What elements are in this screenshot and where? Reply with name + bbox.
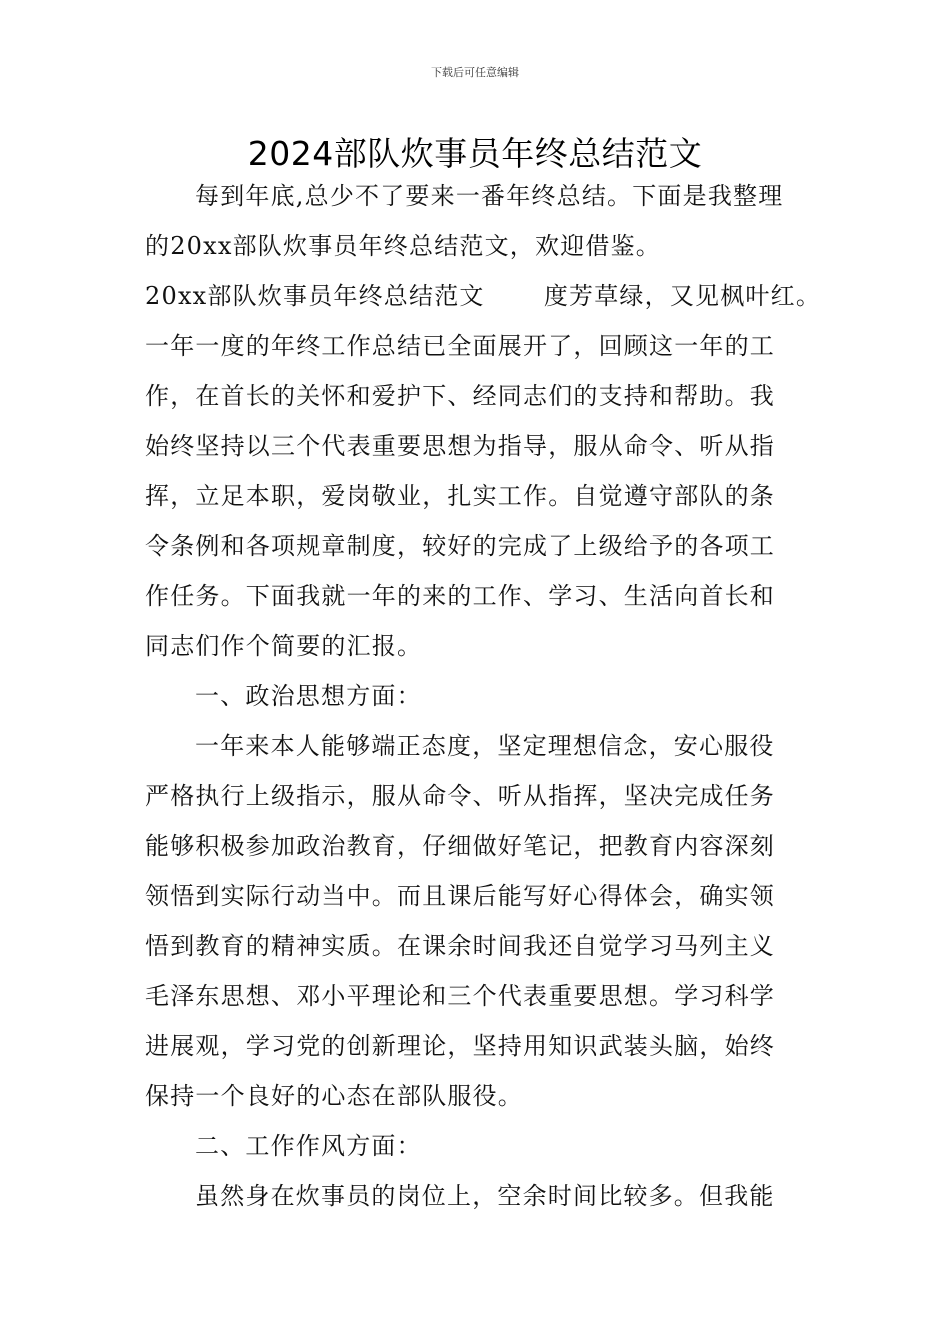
paragraph-line: 作，在首长的关怀和爱护下、经同志们的支持和帮助。我 — [145, 382, 775, 410]
paragraph-line: 一年来本人能够端正态度，坚定理想信念，安心服役 — [195, 732, 775, 760]
paragraph-line: 的20xx部队炊事员年终总结范文，欢迎借鉴。 — [145, 232, 662, 260]
paragraph-line: 能够积极参加政治教育，仔细做好笔记，把教育内容深刻 — [145, 832, 775, 860]
paragraph-line: 领悟到实际行动当中。而且课后能写好心得体会，确实领 — [145, 882, 775, 910]
page-header: 下载后可任意编辑 — [431, 66, 519, 79]
paragraph-line: 令条例和各项规章制度，较好的完成了上级给予的各项工 — [145, 532, 775, 560]
paragraph-line: 进展观，学习党的创新理论，坚持用知识武装头脑，始终 — [145, 1032, 775, 1060]
document-title: 2024部队炊事员年终总结范文 — [247, 134, 703, 173]
paragraph-line: 始终坚持以三个代表重要思想为指导，服从命令、听从指 — [145, 432, 775, 460]
paragraph-line: 一年一度的年终工作总结已全面展开了，回顾这一年的工 — [145, 332, 775, 360]
paragraph-line: 20xx部队炊事员年终总结范文 度芳草绿，又见枫叶红。 — [145, 282, 822, 310]
paragraph-line: 严格执行上级指示，服从命令、听从指挥，坚决完成任务 — [145, 782, 775, 810]
paragraph-line: 毛泽东思想、邓小平理论和三个代表重要思想。学习科学 — [145, 982, 775, 1010]
section-heading: 二、工作作风方面： — [195, 1132, 422, 1160]
paragraph-line: 作任务。下面我就一年的来的工作、学习、生活向首长和 — [145, 582, 775, 610]
paragraph-line: 悟到教育的精神实质。在课余时间我还自觉学习马列主义 — [145, 932, 775, 960]
paragraph-line: 虽然身在炊事员的岗位上，空余时间比较多。但我能 — [195, 1182, 775, 1210]
paragraph-line: 保持一个良好的心态在部队服役。 — [145, 1082, 523, 1110]
paragraph-line: 同志们作个简要的汇报。 — [145, 632, 423, 660]
paragraph-line: 每到年底,总少不了要来一番年终总结。下面是我整理 — [195, 182, 784, 210]
paragraph-line: 挥，立足本职，爱岗敬业，扎实工作。自觉遵守部队的条 — [145, 482, 775, 510]
section-heading: 一、政治思想方面： — [195, 682, 422, 710]
